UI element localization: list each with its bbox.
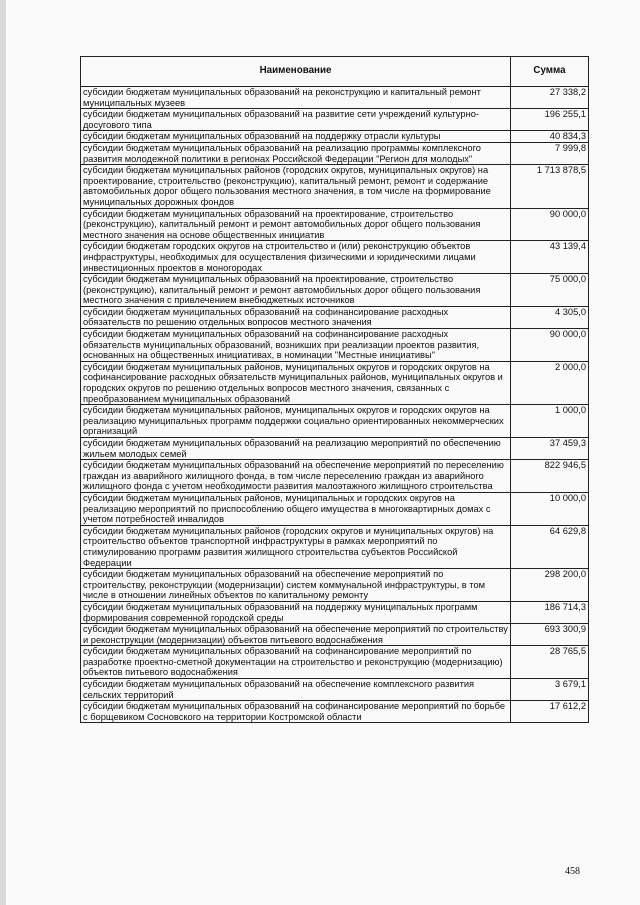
table-row xyxy=(81,87,589,109)
row-name-cell: субсидии бюджетам муниципальных образований на проектирование, строительство (реконструкцию), капитальный ремонт и ремонт автомобильных дорог общего пользования местного значения с привлечением внебюджетных источников xyxy=(81,274,511,307)
table-row xyxy=(81,624,589,646)
row-sum-cell: 40 834,3 xyxy=(511,131,589,143)
row-sum-cell: 693 300,9 xyxy=(511,624,589,646)
row-name-cell: субсидии бюджетам муниципальных районов (городских округов и муниципальных округов) на строительство объектов транспортной инфраструктуры в рамках мероприятий по стимулированию программ развития жилищного строительства субъектов Российской Федерации xyxy=(81,525,511,568)
table-row xyxy=(81,405,589,438)
table-row xyxy=(81,460,589,493)
row-sum-cell: 17 612,2 xyxy=(511,701,589,723)
page-number: 458 xyxy=(565,866,580,877)
row-sum-cell: 28 765,5 xyxy=(511,646,589,679)
table-row xyxy=(81,109,589,131)
table-row xyxy=(81,601,589,623)
column-header-name: Наименование xyxy=(81,57,511,87)
row-name-cell: субсидии бюджетам муниципальных образований на обеспечение мероприятий по строительству и реконструкции (модернизации) объектов питьевого водоснабжения xyxy=(81,624,511,646)
row-name-cell: субсидии бюджетам муниципальных образований на обеспечение комплексного развития сельских территорий xyxy=(81,679,511,701)
table-row xyxy=(81,646,589,679)
row-name-cell: субсидии бюджетам муниципальных образований на реализацию программы комплексного развития молодежной политики в регионах Российской Федерации "Регион для молодых" xyxy=(81,142,511,164)
row-sum-cell: 90 000,0 xyxy=(511,208,589,241)
row-name-cell: субсидии бюджетам муниципальных образований на софинансирование расходных обязательств муниципальных образований, возникших при реализации проектов развития, основанных на общественных инициативах, в номинации "Местные инициативы" xyxy=(81,329,511,362)
row-sum-cell: 27 338,2 xyxy=(511,87,589,109)
row-sum-cell: 298 200,0 xyxy=(511,569,589,602)
row-sum-cell: 75 000,0 xyxy=(511,274,589,307)
column-header-sum: Сумма xyxy=(511,57,589,87)
row-sum-cell: 1 713 878,5 xyxy=(511,165,589,208)
table-row xyxy=(81,679,589,701)
table-row xyxy=(81,525,589,568)
row-sum-cell: 7 999,8 xyxy=(511,142,589,164)
row-name-cell: субсидии бюджетам муниципальных районов, муниципальных округов и городских округов на реализацию муниципальных программ поддержки социально ориентированных некоммерческих организаций xyxy=(81,405,511,438)
row-name-cell: субсидии бюджетам муниципальных районов, муниципальных округов и городских округов на софинансирование расходных обязательств муниципальных районов, муниципальных округов и городских округов по решению отдельных вопросов местного значения, связанных с преобразованием муниципальных образований xyxy=(81,361,511,404)
table-row xyxy=(81,274,589,307)
row-sum-cell: 186 714,3 xyxy=(511,601,589,623)
row-sum-cell: 1 000,0 xyxy=(511,405,589,438)
row-sum-cell: 196 255,1 xyxy=(511,109,589,131)
subsidies-table xyxy=(80,56,589,723)
table-row xyxy=(81,329,589,362)
table-header-row xyxy=(81,57,589,87)
row-sum-cell: 10 000,0 xyxy=(511,492,589,525)
row-sum-cell: 4 305,0 xyxy=(511,306,589,328)
row-sum-cell: 822 946,5 xyxy=(511,460,589,493)
table-row xyxy=(81,306,589,328)
row-name-cell: субсидии бюджетам муниципальных образований на софинансирование расходных обязательств по решению отдельных вопросов местного значения xyxy=(81,306,511,328)
row-name-cell: субсидии бюджетам муниципальных образований на поддержку муниципальных программ формирования современной городской среды xyxy=(81,601,511,623)
table-row xyxy=(81,241,589,274)
table-row xyxy=(81,142,589,164)
row-name-cell: субсидии бюджетам муниципальных образований на реконструкцию и капитальный ремонт муниципальных музеев xyxy=(81,87,511,109)
row-name-cell: субсидии бюджетам муниципальных образований на обеспечение мероприятий по переселению граждан из аварийного жилищного фонда, в том числе переселению граждан из аварийного жилищного фонда с учетом необходимости развития малоэтажного жилищного строительства xyxy=(81,460,511,493)
row-sum-cell: 64 629,8 xyxy=(511,525,589,568)
row-name-cell: субсидии бюджетам муниципальных образований на поддержку отрасли культуры xyxy=(81,131,511,143)
row-sum-cell: 43 139,4 xyxy=(511,241,589,274)
table-row xyxy=(81,569,589,602)
page-edge xyxy=(0,0,6,905)
table-row xyxy=(81,208,589,241)
row-sum-cell: 3 679,1 xyxy=(511,679,589,701)
row-sum-cell: 90 000,0 xyxy=(511,329,589,362)
table-row xyxy=(81,131,589,143)
row-name-cell: субсидии бюджетам муниципальных образований на обеспечение мероприятий по строительству, реконструкции (модернизации) систем коммунальной инфраструктуры, в том числе в отношении линейных объектов по капитальному ремонту xyxy=(81,569,511,602)
table-row xyxy=(81,165,589,208)
table-row xyxy=(81,492,589,525)
table-row xyxy=(81,438,589,460)
row-name-cell: субсидии бюджетам муниципальных образований на софинансирование мероприятий по разработке проектно-сметной документации на строительство и реконструкцию (модернизацию) объектов питьевого водоснабжения xyxy=(81,646,511,679)
row-name-cell: субсидии бюджетам муниципальных районов (городских округов, муниципальных округов) на проектирование, строительство (реконструкцию), капитальный ремонт, ремонт и содержание автомобильных дорог общего пользования местного значения, в том числе на формирование муниципальных дорожных фондов xyxy=(81,165,511,208)
row-name-cell: субсидии бюджетам муниципальных образований на развитие сети учреждений культурно-досугового типа xyxy=(81,109,511,131)
row-sum-cell: 37 459,3 xyxy=(511,438,589,460)
row-name-cell: субсидии бюджетам муниципальных образований на проектирование, строительство (реконструкцию), капитальный ремонт и ремонт автомобильных дорог общего пользования местного значения на основе общественных инициатив xyxy=(81,208,511,241)
table-row xyxy=(81,361,589,404)
row-sum-cell: 2 000,0 xyxy=(511,361,589,404)
table-row xyxy=(81,701,589,723)
row-name-cell: субсидии бюджетам муниципальных районов, муниципальных и городских округов на реализацию мероприятий по приспособлению общего имущества в многоквартирных домах с учетом потребностей инвалидов xyxy=(81,492,511,525)
row-name-cell: субсидии бюджетам городских округов на строительство и (или) реконструкцию объектов инфраструктуры, необходимых для осуществления физическими и юридическими лицами инвестиционных проектов в моногородах xyxy=(81,241,511,274)
row-name-cell: субсидии бюджетам муниципальных образований на софинансирование мероприятий по борьбе с борщевиком Сосновского на территории Костромской области xyxy=(81,701,511,723)
row-name-cell: субсидии бюджетам муниципальных образований на реализацию мероприятий по обеспечению жильем молодых семей xyxy=(81,438,511,460)
